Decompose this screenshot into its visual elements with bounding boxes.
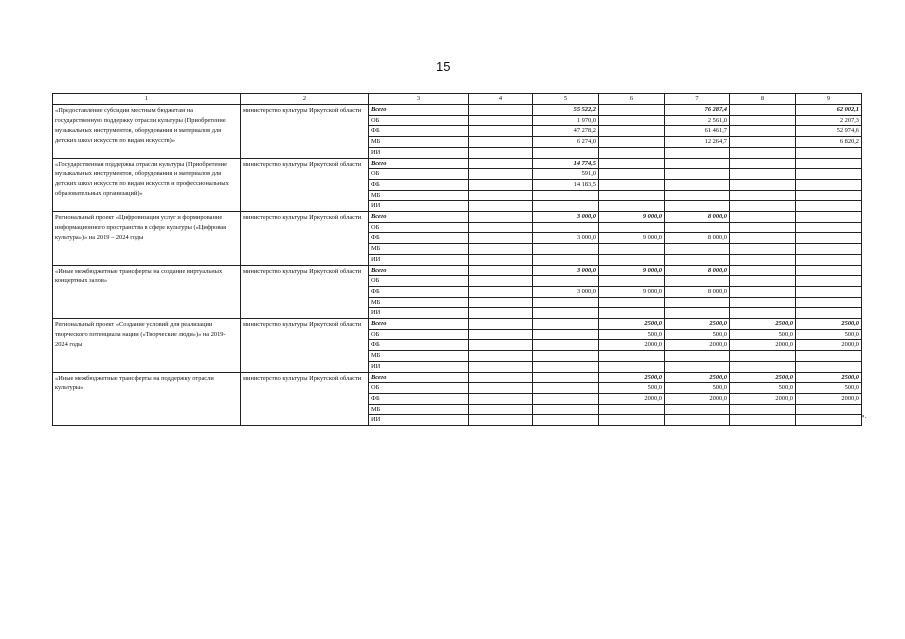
amount-cell: 2500,0 bbox=[796, 372, 862, 383]
funding-source: Всего bbox=[369, 372, 469, 383]
amount-cell bbox=[533, 340, 599, 351]
amount-cell bbox=[796, 265, 862, 276]
amount-cell bbox=[665, 169, 730, 180]
amount-cell bbox=[469, 351, 533, 362]
amount-cell bbox=[599, 351, 665, 362]
amount-cell: 62 002,1 bbox=[796, 105, 862, 116]
amount-cell bbox=[796, 276, 862, 287]
program-description: «Предоставление субсидии местным бюджетам на государственную поддержку отрасли культуры (Приобретение музыкальных инструментов, оборудования и материалов для детских школ искусств по видам искусств)» bbox=[53, 105, 241, 159]
amount-cell bbox=[796, 201, 862, 212]
amount-cell bbox=[665, 361, 730, 372]
amount-cell: 3 000,0 bbox=[533, 265, 599, 276]
amount-cell: 6 274,0 bbox=[533, 137, 599, 148]
amount-cell: 8 000,0 bbox=[665, 265, 730, 276]
amount-cell bbox=[599, 415, 665, 426]
column-number: 1 bbox=[53, 94, 241, 105]
column-number: 2 bbox=[241, 94, 369, 105]
amount-cell: 2000,0 bbox=[599, 393, 665, 404]
table-row bbox=[53, 105, 862, 116]
amount-cell bbox=[469, 201, 533, 212]
amount-cell bbox=[730, 361, 796, 372]
amount-cell bbox=[665, 276, 730, 287]
amount-cell bbox=[469, 340, 533, 351]
amount-cell bbox=[730, 254, 796, 265]
amount-cell bbox=[730, 297, 796, 308]
amount-cell bbox=[796, 233, 862, 244]
amount-cell bbox=[599, 115, 665, 126]
amount-cell bbox=[599, 190, 665, 201]
amount-cell bbox=[730, 415, 796, 426]
amount-cell: 9 000,0 bbox=[599, 286, 665, 297]
end-quote-mark: ». bbox=[861, 412, 867, 420]
column-number: 9 bbox=[796, 94, 862, 105]
amount-cell: 8 000,0 bbox=[665, 286, 730, 297]
funding-source: МБ bbox=[369, 404, 469, 415]
amount-cell bbox=[469, 137, 533, 148]
funding-source: ФБ bbox=[369, 393, 469, 404]
amount-cell: 500,0 bbox=[730, 329, 796, 340]
responsible-organization: министерство культуры Иркутской области bbox=[241, 372, 369, 426]
amount-cell bbox=[796, 244, 862, 255]
funding-source: ИИ bbox=[369, 415, 469, 426]
amount-cell bbox=[533, 351, 599, 362]
amount-cell: 8 000,0 bbox=[665, 212, 730, 223]
amount-cell bbox=[665, 404, 730, 415]
amount-cell bbox=[533, 415, 599, 426]
amount-cell: 2500,0 bbox=[730, 319, 796, 330]
funding-source: ОБ bbox=[369, 329, 469, 340]
program-description: Региональный проект «Создание условий для реализации творческого потенциала нации («Творческие люди»)» на 2019-2024 годы bbox=[53, 319, 241, 373]
amount-cell bbox=[730, 265, 796, 276]
amount-cell: 76 287,4 bbox=[665, 105, 730, 116]
program-description: Региональный проект «Цифровизация услуг и формирование информационного пространства в сфере культуры («Цифровая культура»)» на 2019 – 2024 годы bbox=[53, 212, 241, 266]
amount-cell bbox=[469, 179, 533, 190]
amount-cell bbox=[796, 297, 862, 308]
amount-cell bbox=[469, 212, 533, 223]
amount-cell bbox=[599, 361, 665, 372]
amount-cell bbox=[469, 244, 533, 255]
amount-cell bbox=[665, 351, 730, 362]
funding-source: ФБ bbox=[369, 233, 469, 244]
amount-cell bbox=[533, 404, 599, 415]
funding-source: ИИ bbox=[369, 147, 469, 158]
amount-cell: 14 774,5 bbox=[533, 158, 599, 169]
amount-cell bbox=[796, 222, 862, 233]
amount-cell bbox=[469, 265, 533, 276]
amount-cell: 52 974,6 bbox=[796, 126, 862, 137]
amount-cell bbox=[665, 222, 730, 233]
amount-cell bbox=[469, 319, 533, 330]
amount-cell: 61 461,7 bbox=[665, 126, 730, 137]
amount-cell bbox=[730, 105, 796, 116]
amount-cell: 2 561,0 bbox=[665, 115, 730, 126]
amount-cell bbox=[796, 212, 862, 223]
column-number: 8 bbox=[730, 94, 796, 105]
amount-cell bbox=[730, 169, 796, 180]
amount-cell bbox=[730, 233, 796, 244]
amount-cell bbox=[469, 222, 533, 233]
amount-cell bbox=[665, 297, 730, 308]
amount-cell: 55 522,2 bbox=[533, 105, 599, 116]
amount-cell bbox=[599, 276, 665, 287]
column-number: 6 bbox=[599, 94, 665, 105]
amount-cell: 2000,0 bbox=[730, 340, 796, 351]
amount-cell bbox=[730, 190, 796, 201]
amount-cell bbox=[469, 308, 533, 319]
amount-cell bbox=[469, 254, 533, 265]
amount-cell bbox=[599, 308, 665, 319]
amount-cell: 2500,0 bbox=[730, 372, 796, 383]
amount-cell bbox=[533, 201, 599, 212]
amount-cell bbox=[796, 351, 862, 362]
amount-cell bbox=[469, 126, 533, 137]
funding-source: ИИ bbox=[369, 308, 469, 319]
amount-cell: 500,0 bbox=[730, 383, 796, 394]
amount-cell bbox=[796, 308, 862, 319]
funding-source: ФБ bbox=[369, 179, 469, 190]
amount-cell bbox=[533, 319, 599, 330]
amount-cell: 2500,0 bbox=[796, 319, 862, 330]
responsible-organization: министерство культуры Иркутской области bbox=[241, 319, 369, 373]
amount-cell: 2500,0 bbox=[599, 319, 665, 330]
amount-cell bbox=[796, 147, 862, 158]
program-description: «Государственная поддержка отрасли культуры (Приобретение музыкальных инструментов, оборудования и материалов для детских школ искусств по видам искусств и профессиональных образовательных организаций)» bbox=[53, 158, 241, 212]
responsible-organization: министерство культуры Иркутской области bbox=[241, 265, 369, 319]
amount-cell: 12 264,7 bbox=[665, 137, 730, 148]
amount-cell: 2000,0 bbox=[796, 340, 862, 351]
funding-source: МБ bbox=[369, 190, 469, 201]
amount-cell bbox=[533, 244, 599, 255]
amount-cell bbox=[730, 222, 796, 233]
program-description: «Иные межбюджетные трансферты на поддержку отрасли культуры» bbox=[53, 372, 241, 426]
amount-cell bbox=[533, 308, 599, 319]
budget-table bbox=[52, 93, 862, 426]
amount-cell bbox=[665, 179, 730, 190]
column-number: 4 bbox=[469, 94, 533, 105]
funding-source: ФБ bbox=[369, 286, 469, 297]
funding-source: Всего bbox=[369, 105, 469, 116]
amount-cell bbox=[796, 286, 862, 297]
column-number: 5 bbox=[533, 94, 599, 105]
amount-cell bbox=[469, 169, 533, 180]
funding-source: ОБ bbox=[369, 115, 469, 126]
amount-cell bbox=[730, 137, 796, 148]
amount-cell bbox=[796, 361, 862, 372]
amount-cell: 9 000,0 bbox=[599, 233, 665, 244]
table-row bbox=[53, 212, 862, 223]
amount-cell: 500,0 bbox=[665, 383, 730, 394]
funding-source: ОБ bbox=[369, 222, 469, 233]
amount-cell bbox=[533, 329, 599, 340]
amount-cell: 6 820,2 bbox=[796, 137, 862, 148]
amount-cell bbox=[533, 147, 599, 158]
amount-cell bbox=[599, 147, 665, 158]
amount-cell bbox=[469, 361, 533, 372]
amount-cell: 3 000,0 bbox=[533, 286, 599, 297]
amount-cell: 3 000,0 bbox=[533, 212, 599, 223]
funding-source: МБ bbox=[369, 137, 469, 148]
amount-cell bbox=[730, 276, 796, 287]
amount-cell bbox=[599, 404, 665, 415]
amount-cell bbox=[730, 404, 796, 415]
amount-cell bbox=[730, 286, 796, 297]
program-description: «Иные межбюджетные трансферты на создание виртуальных концертных залов» bbox=[53, 265, 241, 319]
amount-cell bbox=[533, 297, 599, 308]
amount-cell bbox=[533, 254, 599, 265]
amount-cell bbox=[665, 254, 730, 265]
amount-cell bbox=[730, 115, 796, 126]
amount-cell bbox=[469, 105, 533, 116]
amount-cell: 500,0 bbox=[796, 329, 862, 340]
funding-source: Всего bbox=[369, 212, 469, 223]
amount-cell bbox=[665, 190, 730, 201]
amount-cell bbox=[469, 329, 533, 340]
funding-source: ОБ bbox=[369, 383, 469, 394]
amount-cell: 1 970,0 bbox=[533, 115, 599, 126]
amount-cell: 2000,0 bbox=[730, 393, 796, 404]
amount-cell bbox=[599, 222, 665, 233]
table-row bbox=[53, 319, 862, 330]
amount-cell bbox=[533, 190, 599, 201]
amount-cell bbox=[533, 222, 599, 233]
amount-cell bbox=[796, 404, 862, 415]
funding-source: ОБ bbox=[369, 276, 469, 287]
amount-cell bbox=[599, 126, 665, 137]
table-body bbox=[53, 94, 862, 426]
amount-cell bbox=[599, 179, 665, 190]
funding-source: ИИ bbox=[369, 361, 469, 372]
amount-cell: 500,0 bbox=[599, 383, 665, 394]
funding-source: Всего bbox=[369, 158, 469, 169]
amount-cell bbox=[599, 297, 665, 308]
responsible-organization: министерство культуры Иркутской области bbox=[241, 212, 369, 266]
amount-cell: 2000,0 bbox=[599, 340, 665, 351]
amount-cell bbox=[599, 254, 665, 265]
funding-source: МБ bbox=[369, 244, 469, 255]
amount-cell bbox=[469, 190, 533, 201]
funding-source: МБ bbox=[369, 297, 469, 308]
amount-cell bbox=[730, 308, 796, 319]
amount-cell bbox=[469, 297, 533, 308]
amount-cell bbox=[533, 361, 599, 372]
funding-source: ИИ bbox=[369, 201, 469, 212]
amount-cell bbox=[469, 415, 533, 426]
amount-cell bbox=[730, 179, 796, 190]
amount-cell bbox=[533, 383, 599, 394]
amount-cell: 591,0 bbox=[533, 169, 599, 180]
amount-cell bbox=[533, 276, 599, 287]
amount-cell bbox=[469, 147, 533, 158]
amount-cell bbox=[665, 158, 730, 169]
amount-cell bbox=[665, 201, 730, 212]
column-number: 3 bbox=[369, 94, 469, 105]
amount-cell: 2000,0 bbox=[796, 393, 862, 404]
amount-cell bbox=[469, 393, 533, 404]
amount-cell bbox=[533, 393, 599, 404]
amount-cell bbox=[469, 233, 533, 244]
table-row bbox=[53, 158, 862, 169]
amount-cell bbox=[730, 212, 796, 223]
amount-cell: 2000,0 bbox=[665, 340, 730, 351]
amount-cell: 3 000,0 bbox=[533, 233, 599, 244]
amount-cell: 2500,0 bbox=[665, 372, 730, 383]
funding-source: Всего bbox=[369, 265, 469, 276]
amount-cell bbox=[796, 179, 862, 190]
column-number-row bbox=[53, 94, 862, 105]
amount-cell bbox=[796, 415, 862, 426]
amount-cell bbox=[599, 201, 665, 212]
amount-cell bbox=[599, 158, 665, 169]
amount-cell bbox=[533, 372, 599, 383]
amount-cell bbox=[665, 308, 730, 319]
amount-cell: 2 207,3 bbox=[796, 115, 862, 126]
page-number: 15 bbox=[436, 59, 451, 74]
amount-cell bbox=[730, 158, 796, 169]
amount-cell: 500,0 bbox=[665, 329, 730, 340]
amount-cell bbox=[469, 158, 533, 169]
amount-cell bbox=[469, 276, 533, 287]
amount-cell: 14 183,5 bbox=[533, 179, 599, 190]
amount-cell bbox=[599, 137, 665, 148]
responsible-organization: министерство культуры Иркутской области bbox=[241, 158, 369, 212]
responsible-organization: министерство культуры Иркутской области bbox=[241, 105, 369, 159]
amount-cell: 8 000,0 bbox=[665, 233, 730, 244]
amount-cell: 47 278,2 bbox=[533, 126, 599, 137]
amount-cell bbox=[796, 254, 862, 265]
amount-cell bbox=[796, 158, 862, 169]
amount-cell bbox=[665, 244, 730, 255]
amount-cell bbox=[796, 190, 862, 201]
amount-cell bbox=[469, 404, 533, 415]
amount-cell bbox=[730, 351, 796, 362]
amount-cell: 9 000,0 bbox=[599, 212, 665, 223]
funding-source: ФБ bbox=[369, 126, 469, 137]
amount-cell: 9 000,0 bbox=[599, 265, 665, 276]
amount-cell bbox=[599, 169, 665, 180]
funding-source: ОБ bbox=[369, 169, 469, 180]
funding-source: Всего bbox=[369, 319, 469, 330]
amount-cell bbox=[730, 147, 796, 158]
amount-cell bbox=[730, 201, 796, 212]
table-row bbox=[53, 265, 862, 276]
amount-cell bbox=[730, 244, 796, 255]
amount-cell bbox=[796, 169, 862, 180]
amount-cell: 2000,0 bbox=[665, 393, 730, 404]
amount-cell bbox=[469, 383, 533, 394]
funding-source: ИИ bbox=[369, 254, 469, 265]
funding-source: ФБ bbox=[369, 340, 469, 351]
amount-cell: 2500,0 bbox=[599, 372, 665, 383]
amount-cell: 2500,0 bbox=[665, 319, 730, 330]
amount-cell: 500,0 bbox=[599, 329, 665, 340]
amount-cell bbox=[469, 286, 533, 297]
amount-cell bbox=[665, 415, 730, 426]
amount-cell bbox=[599, 105, 665, 116]
funding-source: МБ bbox=[369, 351, 469, 362]
amount-cell bbox=[469, 372, 533, 383]
amount-cell bbox=[665, 147, 730, 158]
amount-cell bbox=[599, 244, 665, 255]
amount-cell bbox=[469, 115, 533, 126]
amount-cell: 500,0 bbox=[796, 383, 862, 394]
amount-cell bbox=[730, 126, 796, 137]
table-row bbox=[53, 372, 862, 383]
column-number: 7 bbox=[665, 94, 730, 105]
